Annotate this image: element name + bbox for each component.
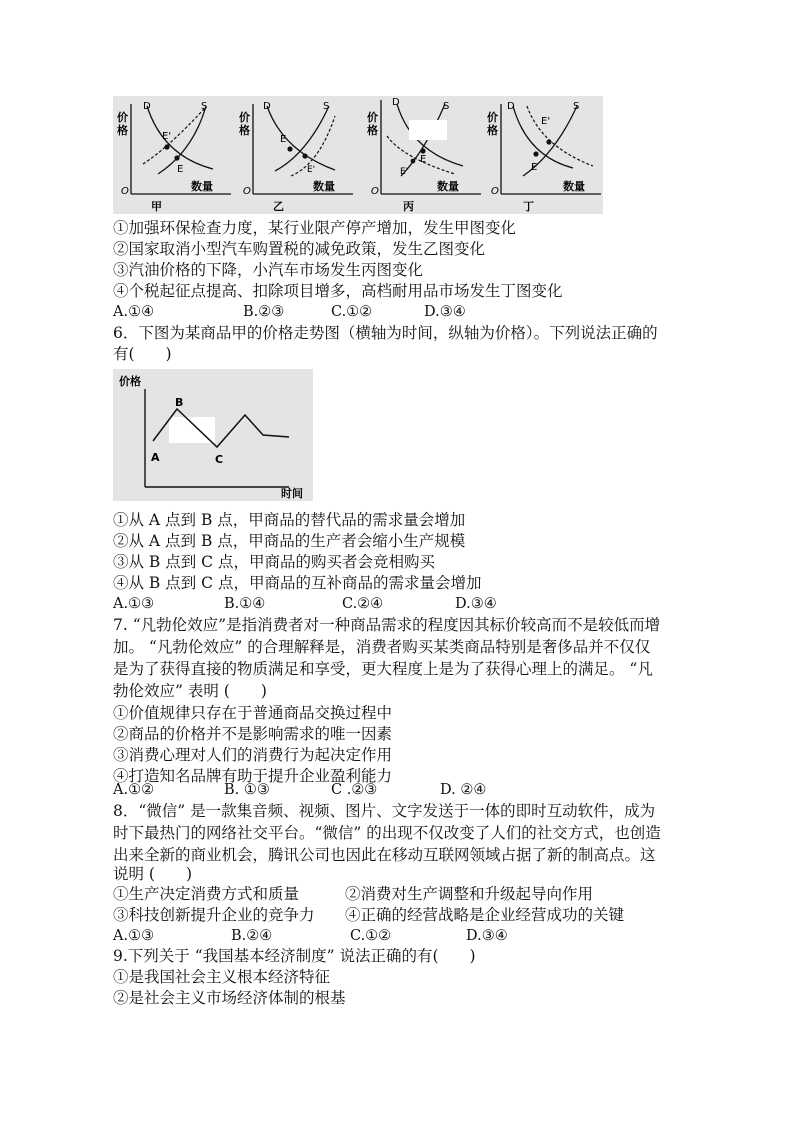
q6-item-4: ④从 B 点到 C 点，甲商品的互补商品的需求量会增加 [113,574,482,592]
label-e-prime: E' [541,116,551,127]
q8-stem-line-2: 时下最热门的网络社交平台。“微信” 的出现不仅改变了人们的社交方式，也创造 [113,824,661,842]
q6-option-d: D.③④ [455,596,497,612]
q8-option-a: A.①③ [113,928,155,944]
q6-item-1: ①从 A 点到 B 点，甲商品的替代品的需求量会增加 [113,511,466,529]
q6-item-3: ③从 B 点到 C 点，甲商品的购买者会竞相购买 [113,553,435,571]
q5-option-b: B.②③ [243,304,285,320]
q6-stem: 6．下图为某商品甲的价格走势图（横轴为时间，纵轴为价格）。下列说法正确的 [113,324,658,342]
equilibrium-point-e [174,155,179,160]
axis-label-time: 时间 [281,487,303,500]
panel-title: 丁 [523,200,534,213]
q5-item-3: ③汽油价格的下降，小汽车市场发生丙图变化 [113,261,424,279]
equilibrium-point-e1 [164,144,169,149]
axis-label-price: 格 [487,124,498,137]
label-s: S [573,101,580,112]
q5-item-1: ①加强环保检查力度，某行业限产停产增加，发生甲图变化 [113,219,517,237]
q8-item-1: ①生产决定消费方式和质量 [113,885,300,903]
panel-title: 甲 [151,200,162,213]
label-s: S [201,101,208,112]
point-a-label: A [151,451,160,464]
axis-label-price: 价 [487,111,498,124]
equilibrium-point-e [533,151,538,156]
q8-item-4: ④正确的经营战略是企业经营成功的关键 [345,906,625,924]
q7-stem-line-1: 7. “凡勃伦效应”是指消费者对一种商品需求的程度因其标价较高而不是较低而增 [113,616,661,634]
supply-demand-svg [113,96,603,214]
q5-option-c: C.①② [331,304,373,320]
origin-label: O [371,186,379,197]
axis-label-price: 格 [117,124,128,137]
q9-stem: 9.下列关于 “我国基本经济制度” 说法正确的有( ) [113,947,476,965]
q7-option-a: A.①② [113,782,155,798]
panel-title: 乙 [273,200,284,213]
axis-label-quantity: 数量 [563,180,585,193]
label-d: D [263,101,271,112]
q8-item-2: ②消费对生产调整和升级起导向作用 [345,885,594,903]
price-trend-svg [113,369,313,501]
q7-item-4: ④打造知名品牌有助于提升企业盈利能力 [113,767,393,785]
q8-option-c: C.①② [350,928,392,944]
label-s: S [323,101,330,112]
axis-label-quantity: 数量 [437,180,459,193]
q6-option-a: A.①③ [113,596,155,612]
axis-label-price: 格 [367,124,378,137]
label-e: E [420,154,427,165]
axis-label-quantity: 数量 [313,180,335,193]
label-e-prime: E' [162,131,172,142]
axis-label-price: 价格 [119,375,141,388]
q7-stem-line-3: 是为了获得直接的物质满足和享受，更大程度上是为了获得心理上的满足。 “凡 [113,660,653,678]
axis-label-price: 格 [239,124,250,137]
axis-label-price: 价 [239,111,250,124]
label-e: E [280,134,287,145]
q7-item-1: ①价值规律只存在于普通商品交换过程中 [113,704,393,722]
q8-option-b: B.②④ [231,928,273,944]
equilibrium-point-e-prime [546,139,551,144]
label-d: D [143,101,151,112]
label-d: D [392,97,400,108]
q5-option-a: A.①④ [113,304,155,320]
q7-stem-line-4: 勃伦效应” 表明 ( ) [113,682,267,700]
equilibrium-point-e [420,148,425,153]
axis-label-quantity: 数量 [191,180,213,193]
point-c-label: C [215,453,224,466]
q5-item-4: ④个税起征点提高、扣除项目增多，高档耐用品市场发生丁图变化 [113,282,563,300]
label-e-prime: E' [400,167,409,177]
q8-stem-line-3: 出来全新的商业机会，腾讯公司也因此在移动互联网领域占据了新的制高点。这 [113,846,656,864]
panel-title: 丙 [403,200,414,213]
supply-demand-figure [113,96,603,214]
axis-label-price: 价 [367,111,378,124]
q9-item-2: ②是社会主义市场经济体制的根基 [113,989,346,1007]
origin-label: O [121,186,129,197]
equilibrium-point-e-prime [302,153,307,158]
q7-item-3: ③消费心理对人们的消费行为起决定作用 [113,746,393,764]
q8-stem-line-1: 8．“微信” 是一款集音频、视频、图片、文字发送于一体的即时互动软件，成为 [113,802,656,820]
point-b-label: B [175,396,184,409]
label-e: E [531,162,538,173]
q7-option-b: B. ①③ [224,782,270,798]
axis-label-price: 价 [117,111,128,124]
q7-option-d: D. ②④ [440,782,487,798]
price-trend-chart [113,369,313,501]
label-s: S [443,101,450,112]
q8-stem-line-4: 说明 ( ) [113,865,193,883]
q8-item-3: ③科技创新提升企业的竞争力 [113,906,315,924]
q5-item-2: ②国家取消小型汽车购置税的减免政策，发生乙图变化 [113,240,486,258]
blank-patch [409,120,447,140]
q6-item-2: ②从 A 点到 B 点，甲商品的生产者会缩小生产规模 [113,532,466,550]
equilibrium-point-e [287,146,292,151]
label-e-prime: E' [307,165,316,175]
figure-background [113,96,603,214]
q6-stem-cont: 有( ) [113,345,172,363]
origin-label: O [243,186,251,197]
q6-option-c: C.②④ [342,596,384,612]
q6-option-b: B.①④ [224,596,266,612]
q8-option-d: D.③④ [466,928,508,944]
q7-stem-line-2: 加。 “凡勃伦效应” 的合理解释是，消费者购买某类商品特别是奢侈品并不仅仅 [113,638,651,656]
q7-option-c: C .②③ [331,782,378,798]
q9-item-1: ①是我国社会主义根本经济特征 [113,968,331,986]
q5-option-d: D.③④ [424,304,466,320]
label-d: D [507,101,515,112]
origin-label: O [491,186,499,197]
equilibrium-point-e-prime [411,159,416,164]
q7-item-2: ②商品的价格并不是影响需求的唯一因素 [113,725,393,743]
label-e: E [177,164,184,175]
